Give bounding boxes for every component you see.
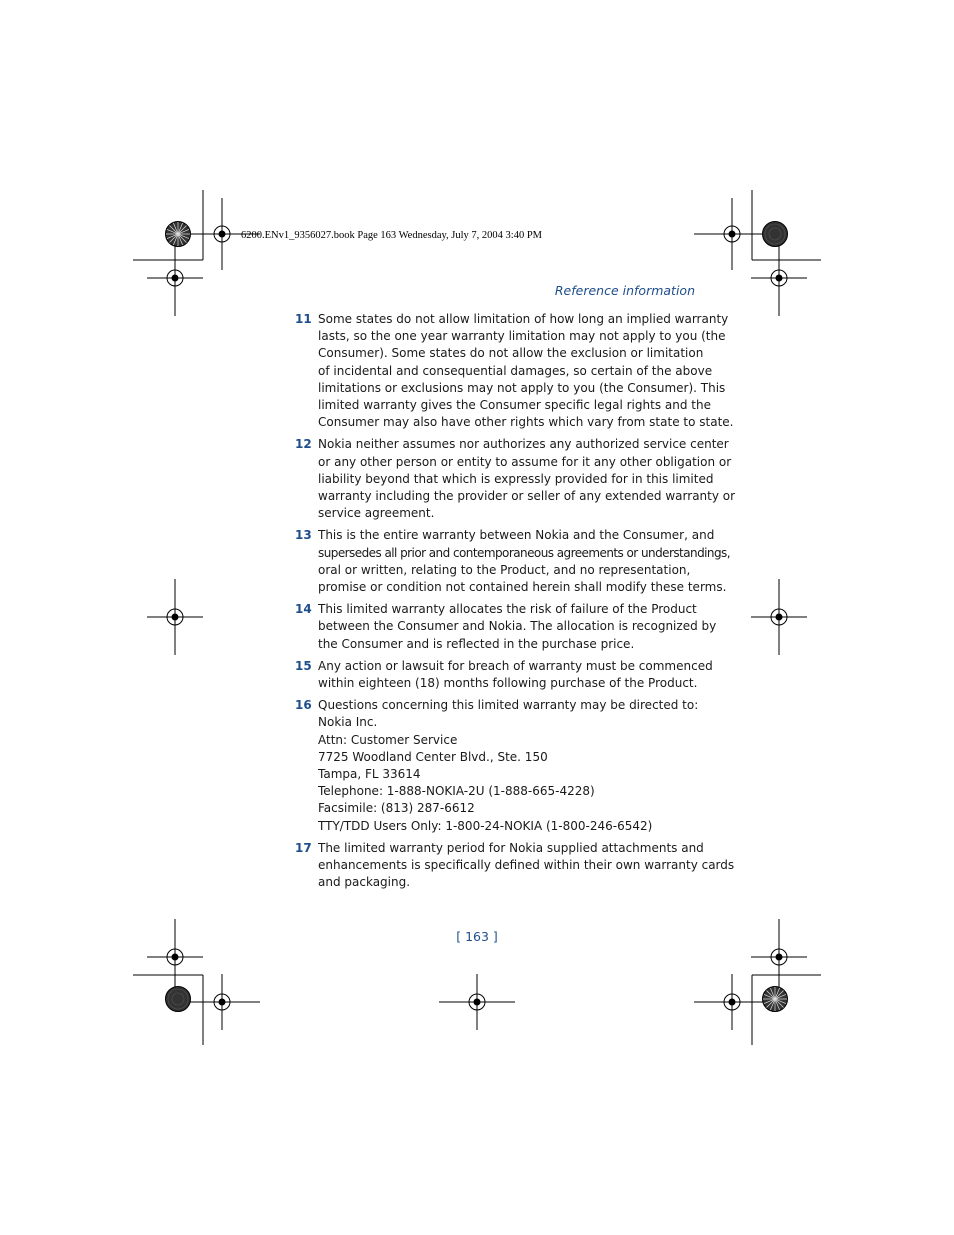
registration-mark (751, 579, 807, 655)
star-target (166, 987, 191, 1012)
text-line: lasts, so the one year warranty limitation may not apply to you (the (318, 329, 726, 344)
text-line: of incidental and consequential damages, so certain of the above (318, 363, 713, 378)
item-number: 15 (295, 658, 312, 673)
registration-mark (184, 974, 260, 1030)
star-target (166, 222, 191, 247)
star-target (763, 987, 788, 1012)
text-line: Questions concerning this limited warranty may be directed to: (318, 698, 699, 713)
text-line: Consumer). Some states do not allow the exclusion or limitation (318, 346, 704, 361)
list-item (295, 840, 735, 892)
print-slug: 6200.ENv1_9356027.book Page 163 Wednesday, July 7, 2004 3:40 PM (241, 230, 543, 241)
text-line: This is the entire warranty between Nokia and the Consumer, and (318, 528, 715, 543)
text-line: within eighteen (18) months following purchase of the Product. (318, 676, 698, 691)
text-line: The limited warranty period for Nokia supplied attachments and (318, 840, 704, 855)
list-item (295, 311, 734, 431)
registration-mark (439, 974, 515, 1030)
item-text (318, 311, 733, 431)
text-line: limitations or exclusions may not apply to you (the Consumer). This (318, 380, 726, 395)
text-line: Any action or lawsuit for breach of warranty must be commenced (318, 658, 713, 673)
item-number: 13 (295, 528, 312, 543)
item-number: 12 (295, 437, 312, 452)
item-number: 16 (295, 698, 312, 713)
list-item (295, 527, 731, 596)
star-target (763, 222, 788, 247)
text-line: TTY/TDD Users Only: 1-800-24-NOKIA (1-800-246-6542) (318, 818, 653, 833)
text-line: warranty including the provider or seller of any extended warranty or (318, 489, 736, 504)
item-number: 11 (295, 312, 312, 326)
item-text (318, 527, 730, 596)
registration-mark (694, 198, 770, 270)
text-line: service agreement. (318, 506, 435, 521)
page-number: [ 163 ] (456, 929, 498, 944)
text-line: Nokia neither assumes nor authorizes any authorized service center (318, 437, 729, 452)
text-line: Facsimile: (813) 287-6612 (318, 801, 475, 816)
item-text (318, 601, 716, 653)
text-line: This limited warranty allocates the risk of failure of the Product (318, 602, 697, 617)
list-item (295, 601, 715, 653)
list-item (295, 658, 715, 692)
item-text (318, 436, 735, 522)
text-line: promise or condition not contained herein shall modify these terms. (318, 580, 727, 595)
section-title: Reference information (554, 283, 695, 298)
warranty-list (295, 311, 736, 897)
registration-mark (147, 240, 203, 316)
text-line: supersedes all prior and contemporaneous agreements or understandings, (318, 545, 731, 560)
item-text (318, 658, 715, 692)
text-line: Consumer may also have other rights which vary from state to state. (318, 415, 734, 430)
text-line: and packaging. (318, 875, 411, 890)
text-line: limited warranty gives the Consumer specific legal rights and the (318, 398, 711, 413)
text-line: Attn: Customer Service (318, 732, 458, 747)
text-line: or any other person or entity to assume for it any other obligation or (318, 454, 732, 469)
text-line: Nokia Inc. (318, 715, 378, 730)
item-text (318, 840, 734, 892)
text-line: the Consumer and is reflected in the purchase price. (318, 636, 635, 651)
list-item (295, 697, 715, 835)
item-number: 14 (295, 602, 312, 617)
text-line: Telephone: 1-888-NOKIA-2U (1-888-665-4228) (318, 784, 595, 799)
text-line: 7725 Woodland Center Blvd., Ste. 150 (318, 749, 548, 764)
item-text (318, 697, 715, 835)
text-line: enhancements is specifically defined within their own warranty cards (318, 858, 735, 873)
text-line: oral or written, relating to the Product, and no representation, (318, 562, 691, 577)
text-line: between the Consumer and Nokia. The allocation is recognized by (318, 619, 717, 634)
registration-mark (694, 974, 770, 1030)
text-line: Some states do not allow limitation of how long an implied warranty (318, 312, 729, 326)
registration-mark (147, 579, 203, 655)
list-item (295, 436, 736, 522)
text-line: Tampa, FL 33614 (318, 767, 421, 782)
registration-mark (751, 240, 807, 316)
item-number: 17 (295, 840, 312, 855)
text-line: liability beyond that which is expressly provided for in this limited (318, 471, 714, 486)
